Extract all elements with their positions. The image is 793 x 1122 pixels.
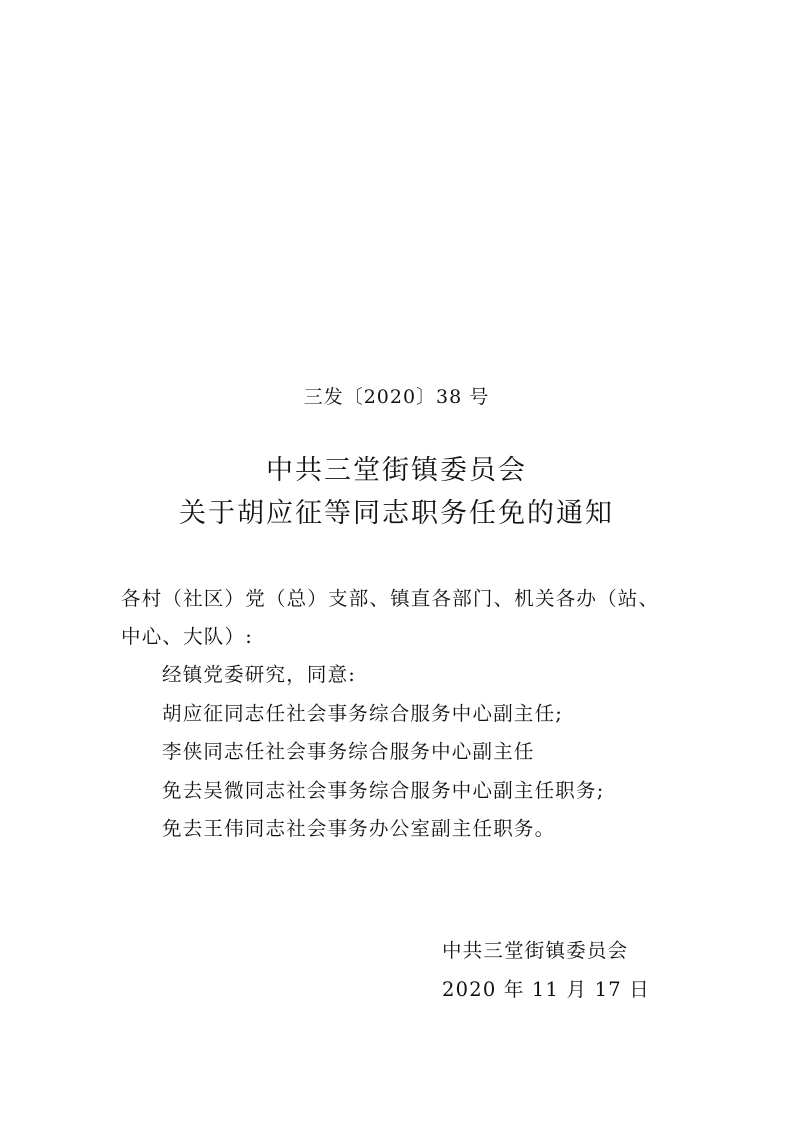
signature-organization: 中共三堂街镇委员会 — [442, 939, 629, 962]
body-paragraph: 免去王伟同志社会事务办公室副主任职务。 — [162, 817, 556, 840]
body-paragraph: 免去吴微同志社会事务综合服务中心副主任职务; — [162, 779, 605, 802]
document-number: 三发〔2020〕38 号 — [303, 386, 490, 408]
document-title-line-2: 关于胡应征等同志职务任免的通知 — [179, 498, 614, 529]
signature-date: 2020 年 11 月 17 日 — [442, 978, 650, 1001]
salutation-line-1: 各村（社区）党（总）支部、镇直各部门、机关各办（站、 — [121, 587, 660, 610]
body-paragraph: 胡应征同志任社会事务综合服务中心副主任; — [162, 702, 564, 725]
document-title-line-1: 中共三堂街镇委员会 — [266, 455, 527, 486]
salutation-line-2: 中心、大队）: — [121, 625, 253, 648]
body-paragraph: 李侠同志任社会事务综合服务中心副主任 — [162, 740, 535, 763]
body-paragraph: 经镇党委研究，同意: — [162, 663, 357, 686]
